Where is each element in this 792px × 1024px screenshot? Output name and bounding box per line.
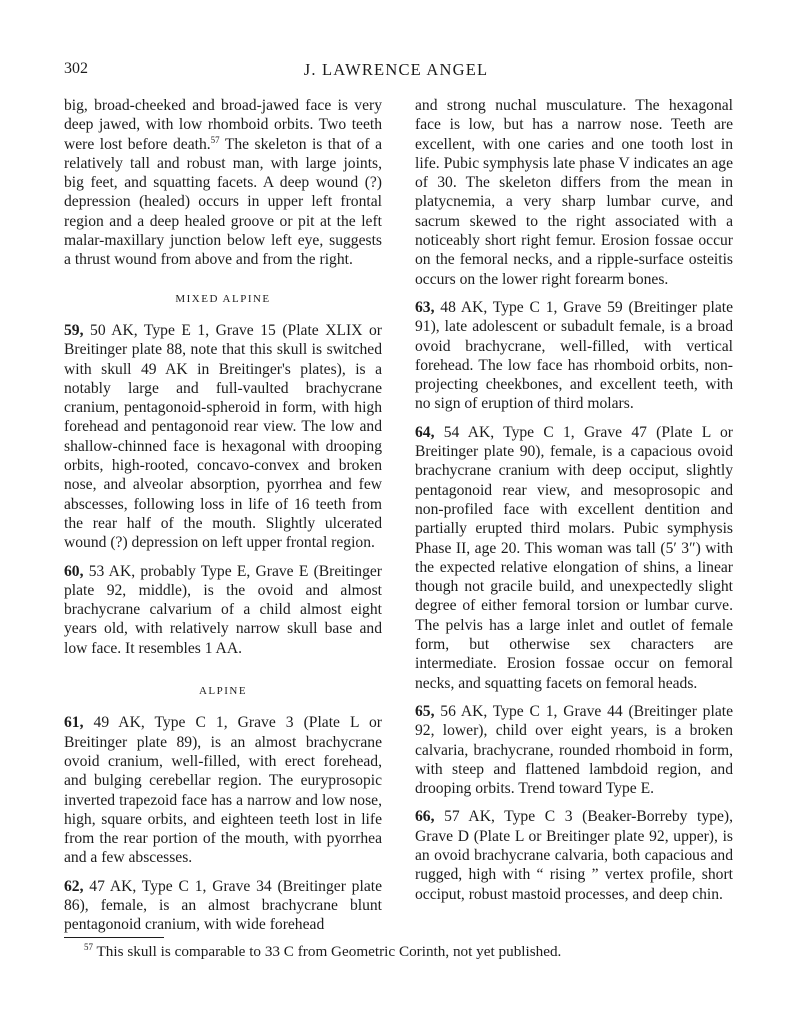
entry-63 — [415, 298, 733, 414]
entry-number: 61, — [64, 714, 84, 732]
continued-paragraph: and strong nuchal musculature. The hexagonal face is low, but has a narrow nose. Teeth are excellent, with one caries and one tooth lost in life. Pubic symphysis late phase V indicates an age of 30. The skeleton differs from the mean in platycnemia, a very sharp lumbar curve, and sacrum skewed to the right associated with a noticeably short right femur. Erosion fossae occur on the femoral necks, and a ripple-surface osteitis occurs on the lower right forearm bones. — [415, 97, 733, 288]
entry-text: 57 AK, Type C 3 (Beaker-Borreby type), Grave D (Plate L or Breitinger plate 92, upper), is an ovoid brachycrane calvaria, both capacious and rugged, high with “ rising ” vertex profile, short occiput, robust mastoid processes, and deep chin. — [415, 808, 733, 903]
entry-59 — [64, 321, 382, 553]
entry-62 — [64, 877, 382, 935]
running-head: J. LAWRENCE ANGEL — [303, 60, 489, 79]
entry-number: 59, — [64, 321, 84, 339]
footnote-rule — [64, 937, 164, 938]
right-column — [415, 96, 733, 904]
continued-paragraph — [64, 96, 382, 270]
entry-number: 64, — [415, 423, 435, 441]
entry-text: 50 AK, Type E 1, Grave 15 (Plate XLIX or Breitinger plate 88, note that this skull is switched with skull 49 AK in Breitinger's plates), is a notably large and full-vaulted brachycrane cranium, pentagonoid-spheroid in form, with high forehead and pentagonoid rear view. The low and shallow-chinned face is hexagonal with drooping orbits, high-rooted, concavo-convex and broken nose, and alveolar absorption, pyorrhea and few abscesses, following loss in life of 16 teeth from the rear half of the mouth. Slightly ulcerated wound (?) depression on left upper frontal region. — [64, 321, 382, 552]
footnote-text: This skull is comparable to 33 C from Geometric Corinth, not yet published. — [93, 943, 562, 960]
entry-text: 47 AK, Type C 1, Grave 34 (Breitinger plate 86), female, is an almost brachycrane blunt pentagonoid cranium, with wide forehead — [64, 877, 382, 934]
entry-text: 54 AK, Type C 1, Grave 47 (Plate L or Breitinger plate 90), female, is a capacious ovoid brachycrane cranium with deep occiput, slightly pentagonoid rear view, and mesoprosopic and non-profiled face with excellent dentition and partially erupted third molars. Pubic symphysis Phase II, age 20. This woman was tall (5′ 3″) with the expected relative elongation of shins, a linear though not gracile build, and unexpectedly slight degree of either femoral torsion or lumbar curve. The pelvis has a large inlet and outlet of female form, but otherwise sex characters are intermediate. Erosion fossae occur on femoral necks, and squatting facets on femoral heads. — [415, 423, 733, 692]
page-header — [0, 60, 792, 82]
entry-number: 66, — [415, 808, 435, 826]
entry-number: 60, — [64, 562, 84, 580]
page-number: 302 — [64, 60, 88, 77]
section-heading-alpine: ALPINE — [198, 685, 248, 698]
footnote-marker: 57 — [84, 941, 93, 952]
entry-number: 62, — [64, 877, 84, 895]
entry-64 — [415, 423, 733, 693]
entry-number: 63, — [415, 298, 435, 316]
entry-text: 48 AK, Type C 1, Grave 59 (Breitinger plate 91), late adolescent or subadult female, is a broad ovoid brachycrane, well-filled, with vertical forehead. The low face has rhomboid orbits, non-projecting cheekbones, and excellent teeth, with no sign of eruption of third molars. — [415, 298, 733, 413]
entry-65 — [415, 702, 733, 798]
footnote-reference: 57 — [210, 134, 220, 145]
section-heading-mixed-alpine: MIXED ALPINE — [175, 292, 271, 305]
left-column — [64, 96, 382, 935]
entry-61 — [64, 713, 382, 867]
entry-66 — [415, 807, 733, 903]
paragraph-text: big, broad-cheeked and broad-jawed face is very deep jawed, with low rhomboid orbits. Two teeth were lost before death. — [64, 97, 382, 153]
footnote — [84, 943, 734, 961]
entry-60 — [64, 562, 382, 658]
entry-text: 53 AK, probably Type E, Grave E (Breitinger plate 92, middle), is the ovoid and almost brachycrane calvarium of a child almost eight years old, with relatively narrow skull base and low face. It resembles 1 AA. — [64, 562, 382, 657]
paragraph-text: The skeleton is that of a relatively tall and robust man, with large joints, big feet, and squatting facets. A deep wound (?) depression (healed) occurs in upper left frontal region and a deep healed groove or pit at the left malar-maxillary junction below left eye, suggests a thrust wound from above and from the right. — [64, 135, 382, 269]
entry-text: 49 AK, Type C 1, Grave 3 (Plate L or Breitinger plate 89), is an almost brachycrane ovoid cranium, well-filled, with erect forehead, and bulging cerebellar region. The euryprosopic inverted trapezoid face has a narrow and low nose, high, square orbits, and eighteen teeth lost in life from the rear portion of the mouth, with pyorrhea and a few abscesses. — [64, 714, 382, 867]
entry-number: 65, — [415, 702, 435, 720]
entry-text: 56 AK, Type C 1, Grave 44 (Breitinger plate 92, lower), child over eight years, is a broken calvaria, brachycrane, rounded rhomboid in form, with steep and flattened lambdoid region, and drooping orbits. Trend toward Type E. — [415, 702, 733, 798]
